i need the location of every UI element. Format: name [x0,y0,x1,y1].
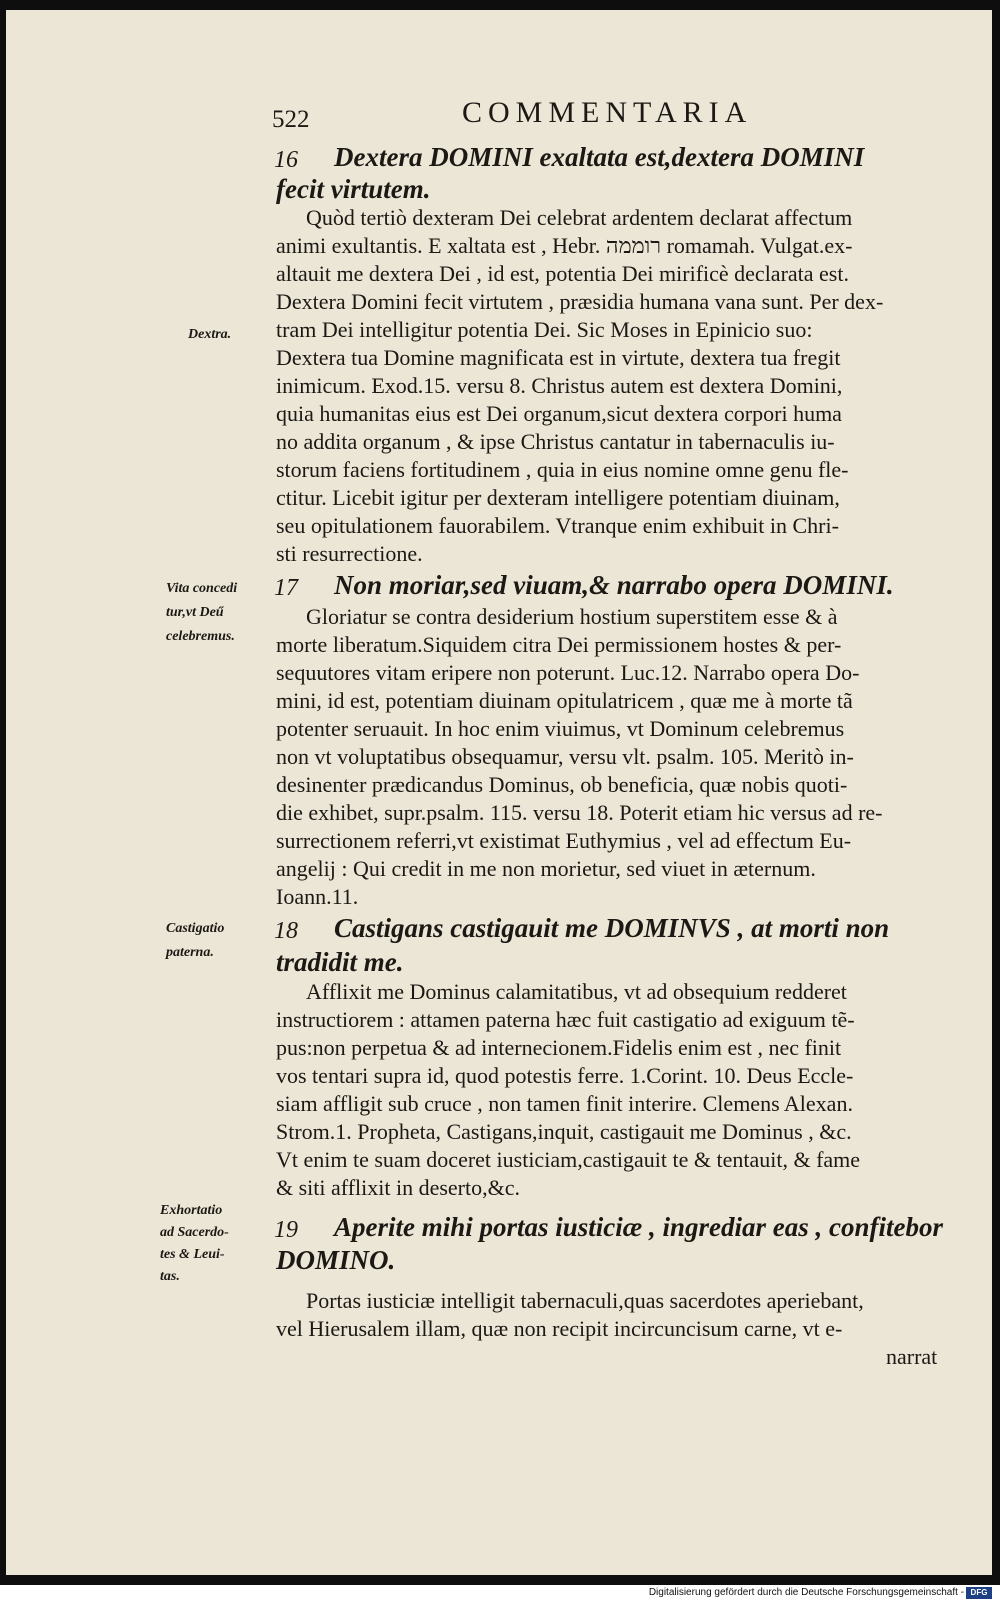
verse-heading: Dextera DOMINI exaltata est,dextera DOMINI [334,142,865,172]
text-line: no addita organum , & ipse Christus cantatur in tabernaculis iu- [276,429,835,454]
text-line: vos tentari supra id, quod potestis ferre. 1.Corint. 10. Deus Eccle- [276,1063,854,1088]
text-line: surrectionem referri,vt existimat Euthymius , vel ad effectum Eu- [276,828,852,853]
margin-note: Vita concedi [166,581,238,596]
text-line: Gloriatur se contra desiderium hostium superstitem esse & à [306,604,838,629]
verse-heading: Aperite mihi portas iusticiæ , ingrediar eas , confitebor [334,1212,944,1242]
margin-note: tas. [160,1269,180,1284]
verse-heading: Castigans castigauit me DOMINVS , at morti non [334,913,890,943]
text-line: Dextera Domini fecit virtutem , præsidia humana vana sunt. Per dex- [276,289,884,314]
page-header [272,96,972,136]
page-number: 522 [272,106,310,133]
margin-note: Dextra. [188,327,232,342]
text-line: Ioann.11. [276,884,359,909]
text-line: instructiorem : attamen paterna hæc fuit castigatio ad exiguum tẽ- [276,1007,855,1032]
text-line: storum faciens fortitudinem , quia in eius nomine omne genu fle- [276,457,849,482]
text-line: seu opitulationem fauorabilem. Vtranque enim exhibuit in Chri- [276,513,839,538]
verse-number: 19 [274,1217,298,1243]
verse-number: 16 [274,147,298,173]
text-line: desinenter prædicandus Dominus, ob beneficia, quæ nobis quoti- [276,772,848,797]
text-line: & siti afflixit in deserto,&c. [276,1175,520,1200]
text-line: potenter seruauit. In hoc enim viuimus, vt Dominum celebremus [276,716,845,741]
text-line: Quòd tertiò dexteram Dei celebrat ardentem declarat affectum [306,205,853,230]
text-line: Dextera tua Domine magnificata est in virtute, dextera tua fregit [276,345,841,370]
margin-note: celebremus. [166,629,235,644]
verse-number: 18 [274,918,298,944]
text-line: Vt enim te suam doceret iusticiam,castigauit te & tentauit, & fame [276,1147,861,1172]
text-line: animi exultantis. E xaltata est , Hebr. רוממה romamah. Vulgat.ex- [276,233,853,258]
text-line: Strom.1. Propheta, Castigans,inquit, castigauit me Dominus , &c. [276,1119,852,1144]
catchword: narrat [886,1344,938,1369]
dfg-logo: DFG [966,1587,992,1599]
text-line: angelij : Qui credit in me non morietur, sed viuet in æternum. [276,856,816,881]
verse-heading: Non moriar,sed viuam,& narrabo opera DOMINI. [334,570,894,600]
text-line: die exhibet, supr.psalm. 115. versu 18. Poterit etiam hic versus ad re- [276,800,883,825]
margin-note: Castigatio [166,921,225,936]
margin-note: Exhortatio [160,1203,223,1218]
verse-number: 17 [274,575,298,601]
text-line: vel Hierusalem illam, quæ non recipit incircuncisum carne, vt e- [276,1316,843,1341]
digitization-credit: Digitalisierung gefördert durch die Deutsche Forschungsgemeinschaft - [648,1587,964,1598]
text-line: mini, id est, potentiam diuinam opitulatricem , quæ me à morte tã [276,688,853,713]
text-line: Portas iusticiæ intelligit tabernaculi,quas sacerdotes aperiebant, [306,1288,864,1313]
text-line: altauit me dextera Dei , id est, potentia Dei mirificè declarata est. [276,261,849,286]
verse-heading: DOMINO. [276,1245,396,1275]
text-line: tram Dei intelligitur potentia Dei. Sic Moses in Epinicio suo: [276,317,813,342]
text-line: ctitur. Licebit igitur per dexteram intelligere potentiam diuinam, [276,485,840,510]
margin-note: paterna. [166,945,214,960]
text-line: pus:non perpetua & ad internecionem.Fidelis enim est , nec finit [276,1035,842,1060]
text-line: morte liberatum.Siquidem citra Dei permissionem hostes & per- [276,632,842,657]
margin-note: tes & Leui- [160,1247,225,1262]
text-line: Afflixit me Dominus calamitatibus, vt ad obsequium redderet [306,979,847,1004]
text-line: siam affligit sub cruce , non tamen finit interire. Clemens Alexan. [276,1091,853,1116]
book-page [6,10,992,1575]
footer [0,1585,1000,1601]
verse-heading: tradidit me. [276,947,404,977]
text-line: sti resurrectione. [276,541,423,566]
text-line: quia humanitas eius est Dei organum,sicut dextera corpori huma [276,401,842,426]
text-line: sequutores vitam eripere non poterunt. Luc.12. Narrabo opera Do- [276,660,860,685]
running-head: COMMENTARIA [462,96,753,129]
text-line: inimicum. Exod.15. versu 8. Christus autem est dextera Domini, [276,373,843,398]
text-line: non vt voluptatibus obsequamur, versu vlt. psalm. 105. Meritò in- [276,744,854,769]
margin-note: ad Sacerdo- [160,1225,229,1240]
margin-note: tur,vt Deű [166,605,224,620]
verse-heading: fecit virtutem. [276,174,431,204]
